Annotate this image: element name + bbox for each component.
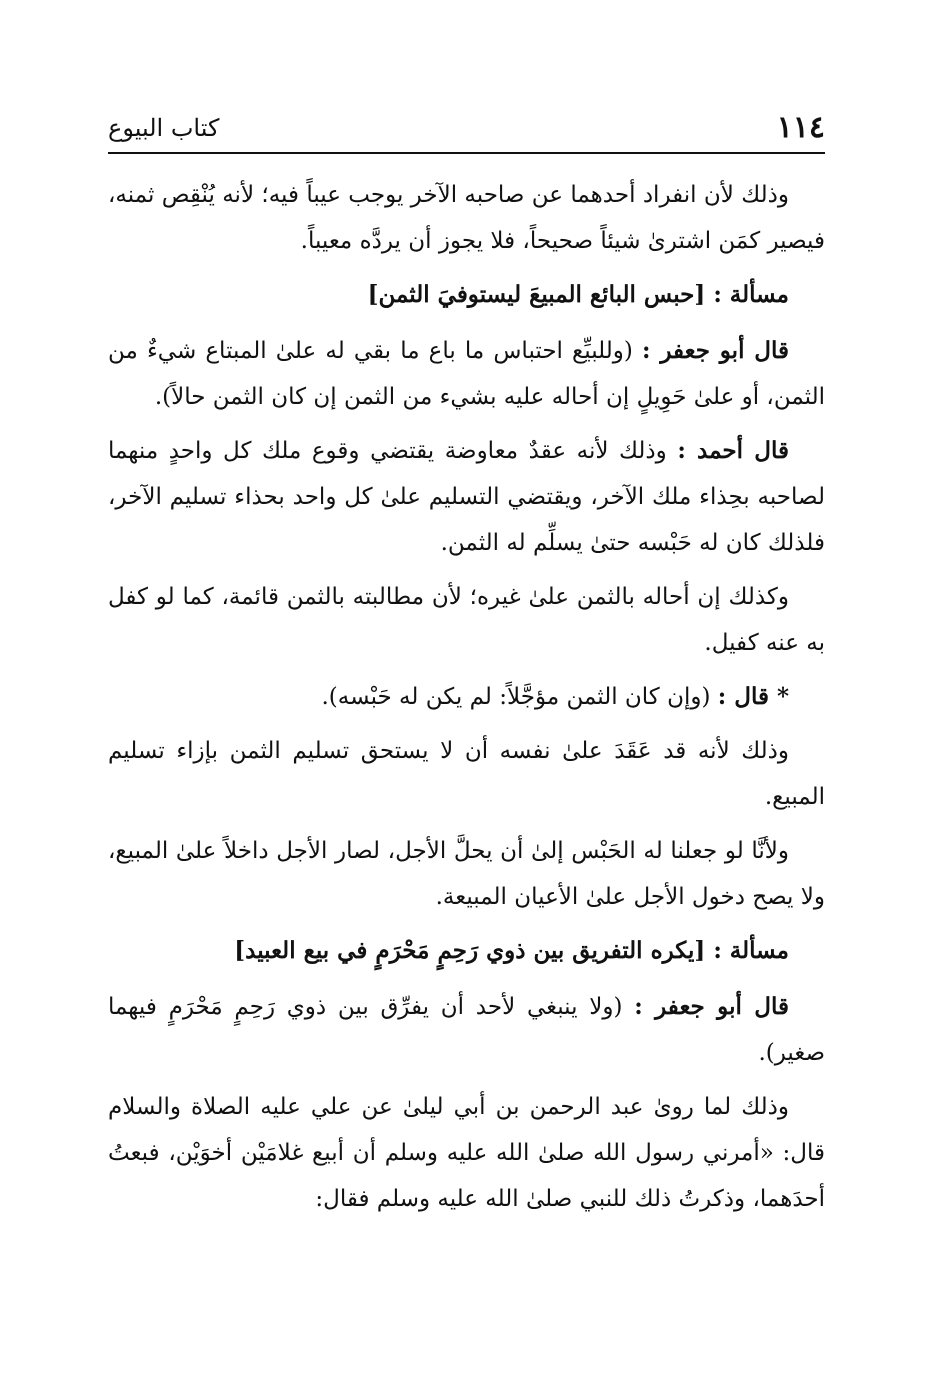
paragraph [108,574,825,666]
running-title: كتاب البيوع [108,114,220,142]
paragraph-text: وذلك لما روىٰ عبد الرحمن بن أبي ليلىٰ عن علي عليه الصلاة والسلام قال: «أمرني رسول الله صلىٰ الله عليه وسلم أن أبيع غلامَيْن أخوَيْن، فبعتُ أحدَهما، وذكرتُ ذلك للنبي صلىٰ الله عليه وسلم فقال: [108,1094,825,1212]
speaker-label: قال أبو جعفر : [634,993,790,1020]
paragraph-text: وكذلك إن أحاله بالثمن علىٰ غيره؛ لأن مطالبته بالثمن قائمة، كما لو كفل به عنه كفيل. [108,584,825,656]
paragraph [108,328,825,420]
paragraph-text: وذلك لأن انفراد أحدهما عن صاحبه الآخر يوجب عيباً فيه؛ لأنه يُنْقِص ثمنه، فيصير كمَن اشترىٰ شيئاً صحيحاً، فلا يجوز أن يردَّه معيباً. [108,182,825,254]
paragraph [108,674,825,720]
speaker-label: قال أحمد : [677,437,789,464]
heading-title: [يكره التفريق بين ذوي رَحِمٍ مَحْرَمٍ في بيع العبيد] [234,937,706,964]
paragraph [108,728,825,820]
paragraph-text: (ولا ينبغي لأحد أن يفرِّق بين ذوي رَحِمٍ مَحْرَمٍ فيهما صغير). [108,994,825,1066]
heading-label: مسألة : [713,937,789,964]
paragraph-text: (وإن كان الثمن مؤجَّلاً: لم يكن له حَبْسه). [321,684,711,710]
page-number: ١١٤ [776,110,825,145]
speaker-label: * قال : [717,683,789,710]
paragraph-text: وذلك لأنه عقدٌ معاوضة يقتضي وقوع ملك كل واحدٍ منهما لصاحبه بحِذاء ملك الآخر، ويقتضي التسليم علىٰ كل واحد بحذاء تسليم الآخر، فلذلك كان له حَبْسه حتىٰ يسلِّم له الثمن. [108,438,825,556]
paragraph [108,828,825,920]
header-rule [108,152,825,154]
page-body [108,172,825,1230]
paragraph [108,984,825,1076]
paragraph [108,428,825,566]
section-heading [108,272,825,318]
paragraph [108,172,825,264]
heading-title: [حبس البائع المبيعَ ليستوفيَ الثمن] [367,281,706,308]
paragraph-text: ولأنَّا لو جعلنا له الحَبْس إلىٰ أن يحلَّ الأجل، لصار الأجل داخلاً علىٰ المبيع، ولا يصح دخول الأجل علىٰ الأعيان المبيعة. [108,838,825,910]
paragraph [108,1084,825,1222]
heading-label: مسألة : [713,281,789,308]
paragraph-text: (وللبيِّع احتباس ما باع ما بقي له علىٰ المبتاع شيءٌ من الثمن، أو علىٰ حَوِيلٍ إن أحاله عليه بشيء من الثمن إن كان الثمن حالاً). [108,338,825,410]
section-heading [108,928,825,974]
paragraph-text: وذلك لأنه قد عَقَدَ علىٰ نفسه أن لا يستحق تسليم الثمن بإزاء تسليم المبيع. [108,738,825,810]
speaker-label: قال أبو جعفر : [642,337,789,364]
page-header [108,108,825,152]
